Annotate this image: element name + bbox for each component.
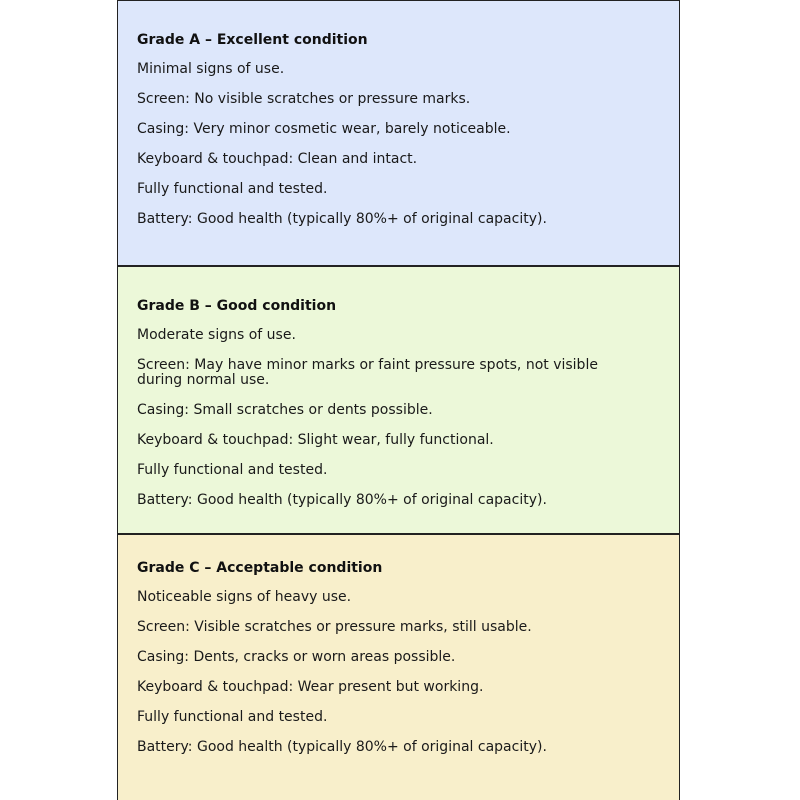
grade-a-section: [118, 0, 679, 267]
grade-b-line: Keyboard & touchpad: Slight wear, fully functional.: [137, 432, 494, 448]
grade-a-line: Fully functional and tested.: [137, 181, 328, 197]
grade-a-line: Keyboard & touchpad: Clean and intact.: [137, 151, 418, 167]
grade-a-title: Grade A – Excellent condition: [137, 32, 368, 48]
grade-a-line: Minimal signs of use.: [137, 61, 285, 77]
grade-a-line: Screen: No visible scratches or pressure marks.: [137, 91, 471, 107]
grade-c-line: Noticeable signs of heavy use.: [137, 589, 352, 605]
grade-a-line: Casing: Very minor cosmetic wear, barely noticeable.: [137, 121, 511, 137]
grade-c-line: Casing: Dents, cracks or worn areas possible.: [137, 649, 456, 665]
grade-b-section: [118, 267, 679, 535]
grade-b-line: Battery: Good health (typically 80%+ of original capacity).: [137, 492, 547, 508]
grade-b-line: Screen: May have minor marks or faint pressure spots, not visible during normal use.: [137, 357, 598, 388]
grade-c-line: Battery: Good health (typically 80%+ of original capacity).: [137, 739, 547, 755]
grade-b-title: Grade B – Good condition: [137, 298, 337, 314]
grade-c-line: Fully functional and tested.: [137, 709, 328, 725]
grading-sheet: [117, 0, 680, 800]
grade-b-line: Fully functional and tested.: [137, 462, 328, 478]
grade-c-section: [118, 535, 679, 800]
grade-b-line: Casing: Small scratches or dents possible.: [137, 402, 433, 418]
grade-c-line: Screen: Visible scratches or pressure marks, still usable.: [137, 619, 532, 635]
grade-b-line: Moderate signs of use.: [137, 327, 296, 343]
grade-c-title: Grade C – Acceptable condition: [137, 560, 383, 576]
grade-a-line: Battery: Good health (typically 80%+ of original capacity).: [137, 211, 547, 227]
grade-c-line: Keyboard & touchpad: Wear present but working.: [137, 679, 484, 695]
